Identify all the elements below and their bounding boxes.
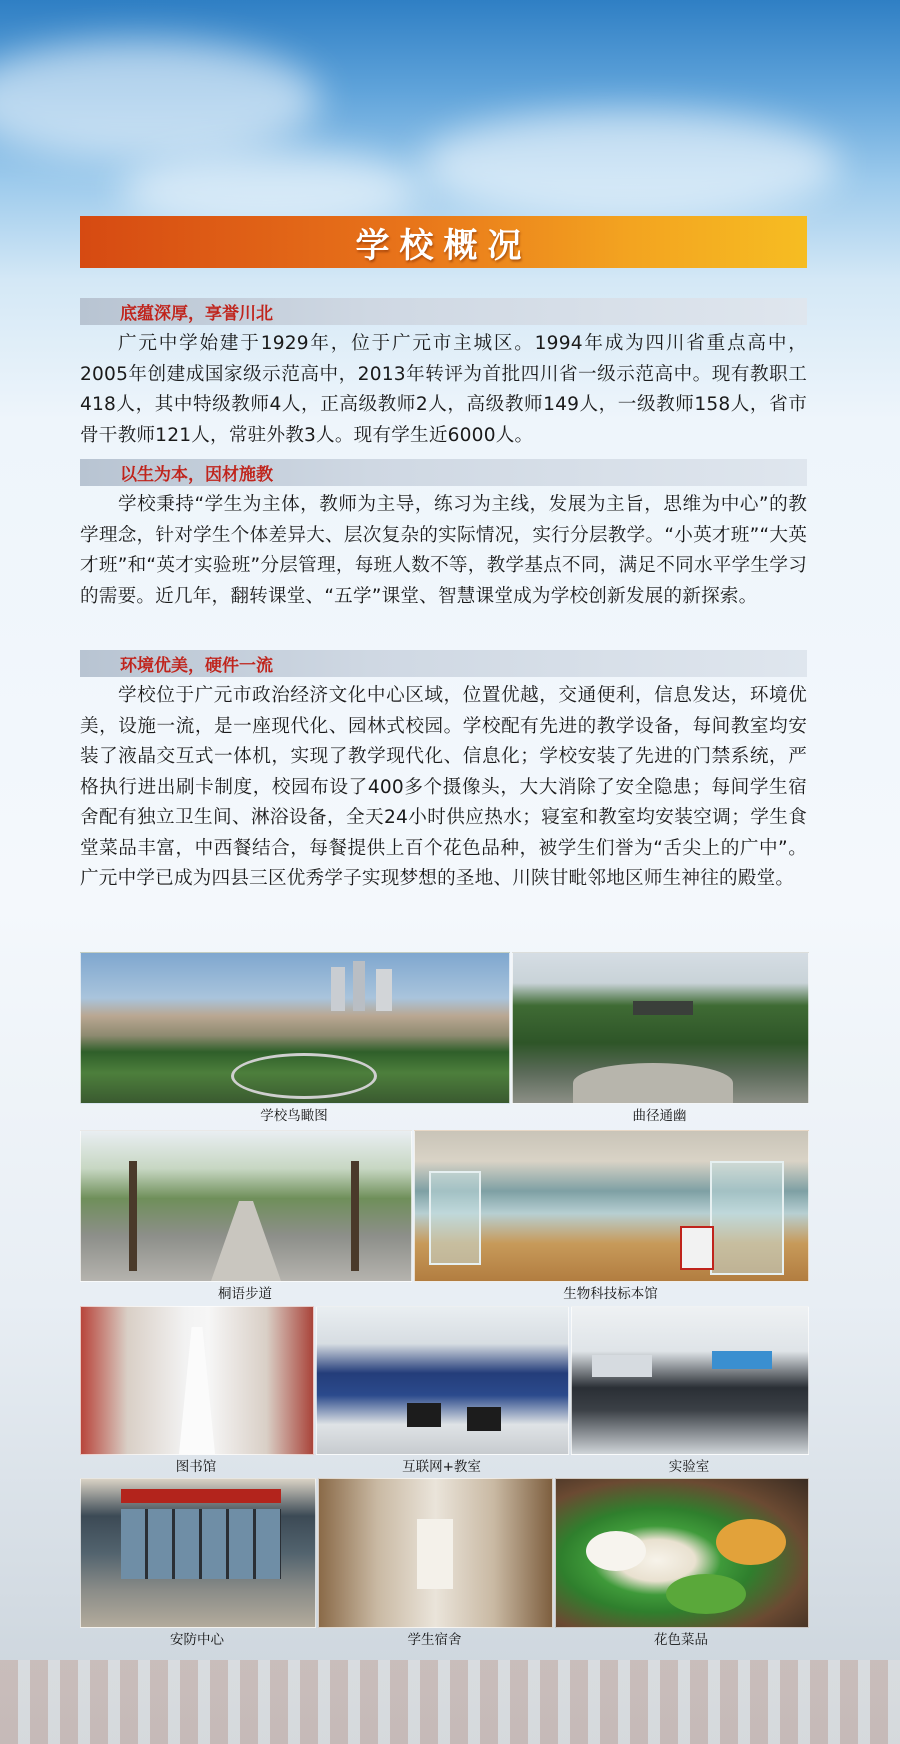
rice-bowl — [586, 1531, 646, 1571]
photo-laboratory — [571, 1306, 809, 1455]
building-shape — [353, 961, 365, 1011]
window-shape — [592, 1355, 652, 1377]
tree-trunk — [351, 1161, 359, 1271]
photo-caption: 学校鸟瞰图 — [260, 1108, 328, 1124]
track-shape — [231, 1053, 377, 1099]
section-heading-bar — [80, 650, 807, 677]
section-body: 学校秉持“学生为主体，教师为主导，练习为主线，发展为主旨，思维为中心”的教学理念，针对学生个体差异大、层次复杂的实际情况，实行分层教学。“小英才班”“大英才班”和“英才实验班”分层管理，每班人数不等，教学基点不同，满足不同水平学生学习的需要。近几年，翻转课堂、“五学”课堂、智慧课堂成为学校创新发展的新探索。 — [80, 494, 807, 607]
building-shape — [331, 967, 345, 1011]
photo-caption: 生物科技标本馆 — [563, 1286, 658, 1302]
photo-specimen-museum — [414, 1130, 809, 1282]
walkway-shape — [211, 1201, 281, 1281]
display-case — [710, 1161, 784, 1275]
photo-security-center — [80, 1478, 316, 1628]
section-heading: 底蕴深厚，享誉川北 — [120, 304, 273, 324]
cloud-decoration — [0, 40, 320, 160]
campus-backdrop — [0, 1660, 900, 1744]
sign-board — [680, 1226, 714, 1270]
monitor-shape — [407, 1403, 441, 1427]
photo-garden-path — [512, 952, 809, 1104]
section-heading: 环境优美，硬件一流 — [120, 656, 273, 676]
photo-internet-classroom — [316, 1306, 569, 1455]
section-heading-bar — [80, 459, 807, 486]
dish-bowl — [716, 1519, 786, 1565]
section-body: 广元中学始建于1929年，位于广元市主城区。1994年成为四川省重点高中，2005年创建成国家级示范高中，2013年转评为首批四川省一级示范高中。现有教职工418人，其中特级教师4人，正高级教师2人，高级教师149人，一级教师158人，省市骨干教师121人，常驻外教3人。现有学生近6000人。 — [80, 333, 807, 446]
monitor-wall — [121, 1509, 281, 1579]
photo-library — [80, 1306, 314, 1455]
photo-tree-avenue — [80, 1130, 412, 1282]
vegetable-plate — [666, 1574, 746, 1614]
sign-banner — [121, 1489, 281, 1503]
path-shape — [573, 1063, 733, 1103]
photo-caption: 桐语步道 — [218, 1286, 272, 1302]
photo-caption: 学生宿舍 — [407, 1632, 462, 1648]
photo-caption: 花色菜品 — [654, 1632, 708, 1648]
photo-dishes — [555, 1478, 809, 1628]
cloud-decoration — [420, 110, 840, 220]
photo-aerial-view — [80, 952, 510, 1104]
building-shape — [376, 969, 392, 1011]
doorway-shape — [417, 1519, 453, 1589]
photo-caption: 图书馆 — [175, 1459, 217, 1475]
aisle-shape — [179, 1327, 215, 1454]
section-heading: 以生为本，因材施教 — [120, 465, 273, 485]
photo-caption: 互联网+教室 — [402, 1459, 481, 1475]
tree-trunk — [129, 1161, 137, 1271]
photo-dormitory — [318, 1478, 553, 1628]
sign-shape — [712, 1351, 772, 1369]
monitor-shape — [467, 1407, 501, 1431]
photo-caption: 安防中心 — [170, 1632, 224, 1648]
section-heading-bar — [80, 298, 807, 325]
section-body: 学校位于广元市政治经济文化中心区域，位置优越，交通便利，信息发达，环境优美，设施一流，是一座现代化、园林式校园。学校配有先进的教学设备，每间教室均安装了液晶交互式一体机，实现了教学现代化、信息化；学校安装了先进的门禁系统，严格执行进出刷卡制度，校园布设了400多个摄像头，大大消除了安全隐患；每间学生宿舍配有独立卫生间、淋浴设备，全天24小时供应热水；寝室和教室均安装空调；学生食堂菜品丰富，中西餐结合，每餐提供上百个花色品种，被学生们誉为“舌尖上的广中”。广元中学已成为四县三区优秀学子实现梦想的圣地、川陕甘毗邻地区师生神往的殿堂。 — [80, 685, 807, 889]
page-title: 学校概况 — [355, 225, 532, 266]
title-banner — [80, 216, 807, 268]
pavilion-roof — [633, 1001, 693, 1015]
display-case — [429, 1171, 481, 1265]
photo-caption: 实验室 — [668, 1459, 710, 1475]
photo-caption: 曲径通幽 — [632, 1108, 687, 1124]
